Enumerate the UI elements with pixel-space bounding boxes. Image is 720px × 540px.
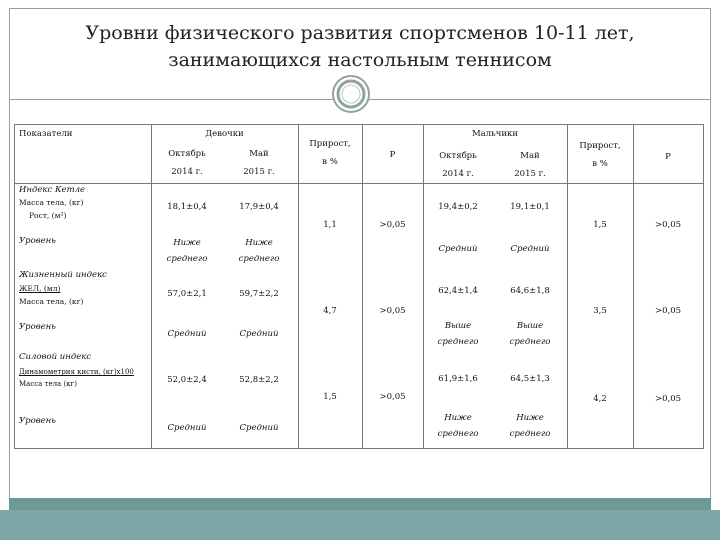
girls-may-level-1: Ниже [245,238,273,248]
footer-bar [0,510,720,540]
header-girls-oct-1: Октябрь [168,149,206,159]
boys-may-level-2: среднего [509,337,551,347]
girls-p-value: >0,05 [379,306,406,316]
index-name-vital: Жизненный индекс [19,270,107,280]
boys-may-level-1: Ниже [516,413,544,423]
girls-growth-value: 4,7 [323,306,337,316]
girls-may-value: 59,7±2,2 [239,289,279,299]
boys-oct-value: 61,9±1,6 [438,374,478,384]
boys-growth-value: 1,5 [593,220,607,230]
formula-line-1: ЖЕЛ, (мл) [19,284,61,293]
boys-oct-level-1: Ниже [444,413,472,423]
boys-growth-value: 3,5 [593,306,607,316]
girls-oct-value: 18,1±0,4 [167,202,207,212]
header-boys-oct-2: 2014 г. [442,169,474,179]
boys-p-value: >0,05 [654,306,682,316]
slide-title-line-1: Уровни физического развития спортсменов 10-11 лет, [85,22,635,44]
girls-may-value: 52,8±2,2 [239,375,279,385]
girls-oct-level-1: Средний [167,329,207,339]
girls-may-level-1: Средний [239,329,279,339]
header-girls-may-2: 2015 г. [243,167,275,177]
boys-may-value: 19,1±0,1 [510,202,550,212]
boys-oct-level-1: Выше [444,321,472,331]
girls-may-value: 17,9±0,4 [239,202,279,212]
girls-growth-value: 1,1 [323,220,337,230]
formula-line-2: Рост, (м²) [29,211,67,220]
girls-oct-level-1: Средний [167,423,207,433]
header-indicators: Показатели [19,129,73,139]
level-label: Уровень [19,322,56,332]
boys-may-value: 64,5±1,3 [510,374,550,384]
girls-p-value: >0,05 [379,392,406,402]
girls-oct-level-1: Ниже [173,238,201,248]
header-girls-growth-2: в % [322,157,338,167]
header-boys-growth-2: в % [592,159,608,169]
header-boys-p: Р [665,152,671,162]
header-girls-may-1: Май [249,149,269,159]
girls-p-value: >0,05 [379,220,406,230]
index-name-ketle: Индекс Кетле [19,185,86,195]
boys-may-level-1: Средний [510,244,550,254]
formula-line-2: Масса тела, (кг) [19,297,84,306]
boys-may-level-2: среднего [509,429,551,439]
girls-oct-value: 52,0±2,4 [167,375,207,385]
data-table [14,124,704,449]
index-name-strength: Силовой индекс [19,352,92,362]
girls-oct-value: 57,0±2,1 [167,289,207,299]
header-divider [15,183,703,184]
header-boys-may-2: 2015 г. [514,169,546,179]
formula-line-1: Динамометрия кисти, (кг)х100 [19,368,134,376]
girls-growth-value: 1,5 [323,392,337,402]
circle-ornament-icon [331,74,371,114]
boys-oct-level-1: Средний [438,244,478,254]
header-boys-growth-1: Прирост, [579,141,621,151]
header-boys: Мальчики [471,129,519,139]
level-label: Уровень [19,416,56,426]
header-girls-oct-2: 2014 г. [171,167,203,177]
girls-oct-level-2: среднего [166,254,208,264]
header-girls: Девочки [205,129,244,139]
boys-oct-level-2: среднего [437,429,479,439]
header-girls-p: Р [389,150,396,160]
boys-p-value: >0,05 [654,220,682,230]
formula-line-2: Масса тела (кг) [19,380,77,388]
formula-line-1: Масса тела, (кг) [19,198,84,207]
boys-p-value: >0,05 [654,394,682,404]
boys-may-value: 64,6±1,8 [510,286,550,296]
level-label: Уровень [19,236,56,246]
header-girls-growth-1: Прирост, [309,139,351,149]
girls-may-level-2: среднего [238,254,280,264]
girls-may-level-1: Средний [239,423,279,433]
header-boys-oct-1: Октябрь [439,151,477,161]
boys-oct-value: 19,4±0,2 [438,202,478,212]
table-divider [423,125,424,448]
footer-strip [9,498,711,510]
table-divider [151,125,152,448]
boys-oct-value: 62,4±1,4 [438,286,478,296]
header-boys-may-1: Май [520,151,540,161]
boys-may-level-1: Выше [516,321,544,331]
slide-title-line-2: занимающихся настольным теннисом [168,49,552,71]
boys-growth-value: 4,2 [593,394,607,404]
boys-oct-level-2: среднего [437,337,479,347]
